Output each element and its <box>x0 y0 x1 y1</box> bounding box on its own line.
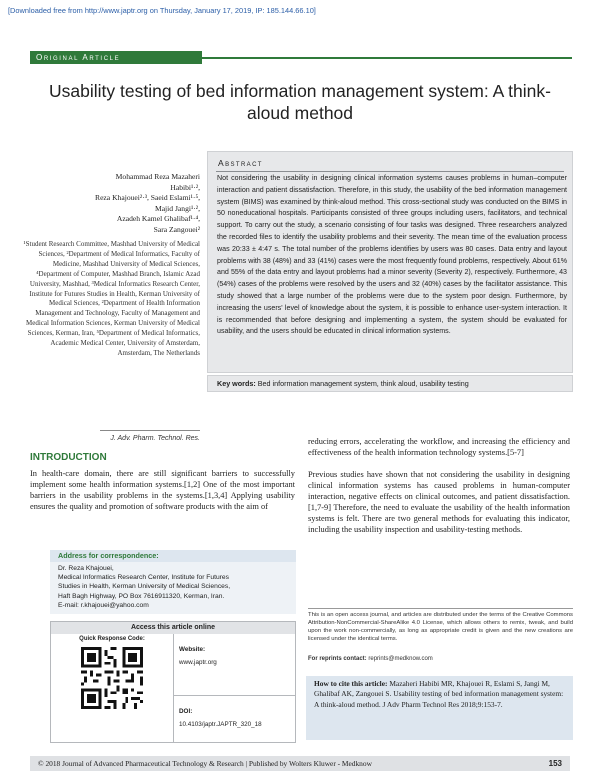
website-link[interactable]: www.japtr.org <box>179 659 217 666</box>
article-type-badge: Original Article <box>30 51 202 64</box>
correspondence-line: Haft Bagh Highway, PO Box 7616911320, Kerman, Iran. <box>58 592 225 600</box>
footer-text: © 2018 Journal of Advanced Pharmaceutical Technology & Research | Published by Wolters Kluwer - Medknow <box>38 759 372 768</box>
open-access-notice: This is an open access journal, and articles are distributed under the terms of the Creative Commons Attribution-NonCommercial-ShareAlike 4.0 License, which allows others to remix, tweak, and build upon the work non-commercially, as long as appropriate credit is given and the new creations are licensed under the identical terms. <box>308 612 573 642</box>
author-line: Reza Khajouei²·³, Saeid Eslami¹·⁵, <box>95 193 200 203</box>
reprints-email[interactable]: reprints@medknow.com <box>368 656 433 662</box>
download-banner: [Downloaded free from http://www.japtr.org on Thursday, January 17, 2019, IP: 185.144.66.10] <box>8 6 316 15</box>
intro-heading: INTRODUCTION <box>30 452 107 463</box>
access-divider <box>173 634 174 742</box>
qr-label: Quick Response Code: <box>79 636 145 642</box>
abstract-box <box>207 151 573 373</box>
intro-right-column <box>308 436 570 535</box>
open-access-rule <box>308 608 573 609</box>
abstract-text: Not considering the usability in designing clinical information systems causes problems in human–computer interaction and patient dissatisfaction. Therefore, in this study, the usability of the bed information management system (BIMS) was examined by think‑aloud method. This cross‑sectional study was conducted on the BIMS in 50 noneducational hospitals. Participants consisted of three groups including users, facilitators, and technical support. To carry out the study, a scenario consisting of four tasks was designed. Three researchers analyzed the recorded files to identify the usability problems and their severity. The mean time of the evaluation process was 20:33 ± 4:47 s. The total number of the problems identifies by users was 80 cases. Data entry and layout problems with 38 (48%) and 33 (41%) cases were the most frequently found problems, respectively. About 61% and 55% of the data entry and layout problems had a minor severity (Severity 2), respectively. Furthermore, 43 (54%) cases of the problems were resolved by the users and 32 (40%) cases by the facilitator assistance. This study showed that a large number of the problems were due to the system poor design. Furthermore, by increasing the users' level of knowledge about the system, it is possible to enhance user‑system interaction. It is recommended that before designing and implementing a system, the system should be evaluated for usability, and the users should be educated in clinical information systems. <box>217 174 567 336</box>
header-rule <box>202 57 572 59</box>
page-footer <box>30 756 570 771</box>
author-line: Majid Jangi¹·², <box>154 203 200 213</box>
article-title: Usability testing of bed information management system: A think-aloud method <box>49 81 551 123</box>
abstract-heading: Abstract <box>218 158 263 168</box>
author-line: Mohammad Reza Mazaheri <box>115 172 200 181</box>
author-line: Sara Zangouei² <box>153 224 200 234</box>
keywords-label: Key words: <box>217 379 256 388</box>
abstract-rule <box>216 171 564 172</box>
cite-text: Mazaheri Habibi MR, Khajouei R, Eslami S, Jangi M, Ghalibaf AK, Zangouei S. Usability testing of bed information management system: A think-aloud method. J Adv Pharm Technol Res 2018;9:153-7. <box>314 679 564 709</box>
correspondence-email[interactable]: E-mail: r.khajouei@yahoo.com <box>58 601 149 609</box>
how-to-cite-box <box>306 676 573 740</box>
correspondence-line: Studies in Health, Kerman University of Medical Sciences, <box>58 583 231 591</box>
access-online-box <box>50 621 296 743</box>
qr-code-icon[interactable] <box>81 647 143 709</box>
reprints-label: For reprints contact: <box>308 656 367 662</box>
author-line: Habibi¹·², <box>170 182 200 192</box>
page-number: 153 <box>548 759 562 768</box>
author-line: Azadeh Kamel Ghalibaf¹·⁴, <box>116 214 200 224</box>
correspondence-line: Dr. Reza Khajouei, <box>58 565 114 572</box>
access-heading: Access this article online <box>51 622 295 634</box>
cite-label: How to cite this article: <box>314 679 388 688</box>
reprints-contact <box>308 656 433 662</box>
author-list <box>20 172 200 236</box>
correspondence-line: Medical Informatics Research Center, Institute for Futures <box>58 574 229 582</box>
website-label: Website: <box>179 646 206 653</box>
intro-right-paragraph-2: Previous studies have shown that not considering the usability in designing clinical information systems has caused problems in human‑computer interaction, negative effects on clinical outcomes, and patient dissatisfaction.[1,7-9] Therefore, the need to evaluate the usability of the health information systems is felt. There are two general methods for evaluating this indicator, including the usability inspection and usability‑testing methods. <box>308 470 570 534</box>
correspondence-body <box>50 562 296 614</box>
access-row-divider <box>173 695 295 696</box>
intro-left-text: In health‑care domain, there are still significant barriers to successfully implement some health information systems.[1,2] One of the most important barriers in the usability problems in the systems.[1,3,4] Applying usability ensures the quality and promotion of software products with the aim of <box>30 469 295 511</box>
correspondence-heading: Address for correspondence: <box>50 550 296 562</box>
keywords-text: Bed information management system, think aloud, usability testing <box>257 379 469 388</box>
intro-right-paragraph-1: reducing errors, accelerating the workflow, and increasing the efficiency and effectiveness of the health information technology systems.[5-7] <box>308 437 570 457</box>
journal-ref-rule <box>100 430 200 431</box>
doi-label: DOI: <box>179 708 193 715</box>
journal-reference: J. Adv. Pharm. Technol. Res. <box>110 435 200 442</box>
keywords-box <box>207 375 573 392</box>
doi-link[interactable]: 10.4103/japtr.JAPTR_320_18 <box>179 721 262 728</box>
affiliations: ¹Student Research Committee, Mashhad University of Medical Sciences, ²Department of Medical Informatics, Faculty of Medicine, Mashhad University of Medical Sciences, ⁴Department of Computer, Mashhad Branch, Islamic Azad University, Mashhad, ³Medical Informatics Research Center, Institute for Futures Studies in Health, Kerman University of Medical Sciences, ²Department of Health Information Management and Technology, Faculty of Management and Medical Information Sciences, Kerman University of Medical Sciences, Kerman, Iran, ⁵Department of Medical Informatics, Academic Medical Center, University of Amsterdam, Amsterdam, The Netherlands <box>23 240 200 357</box>
